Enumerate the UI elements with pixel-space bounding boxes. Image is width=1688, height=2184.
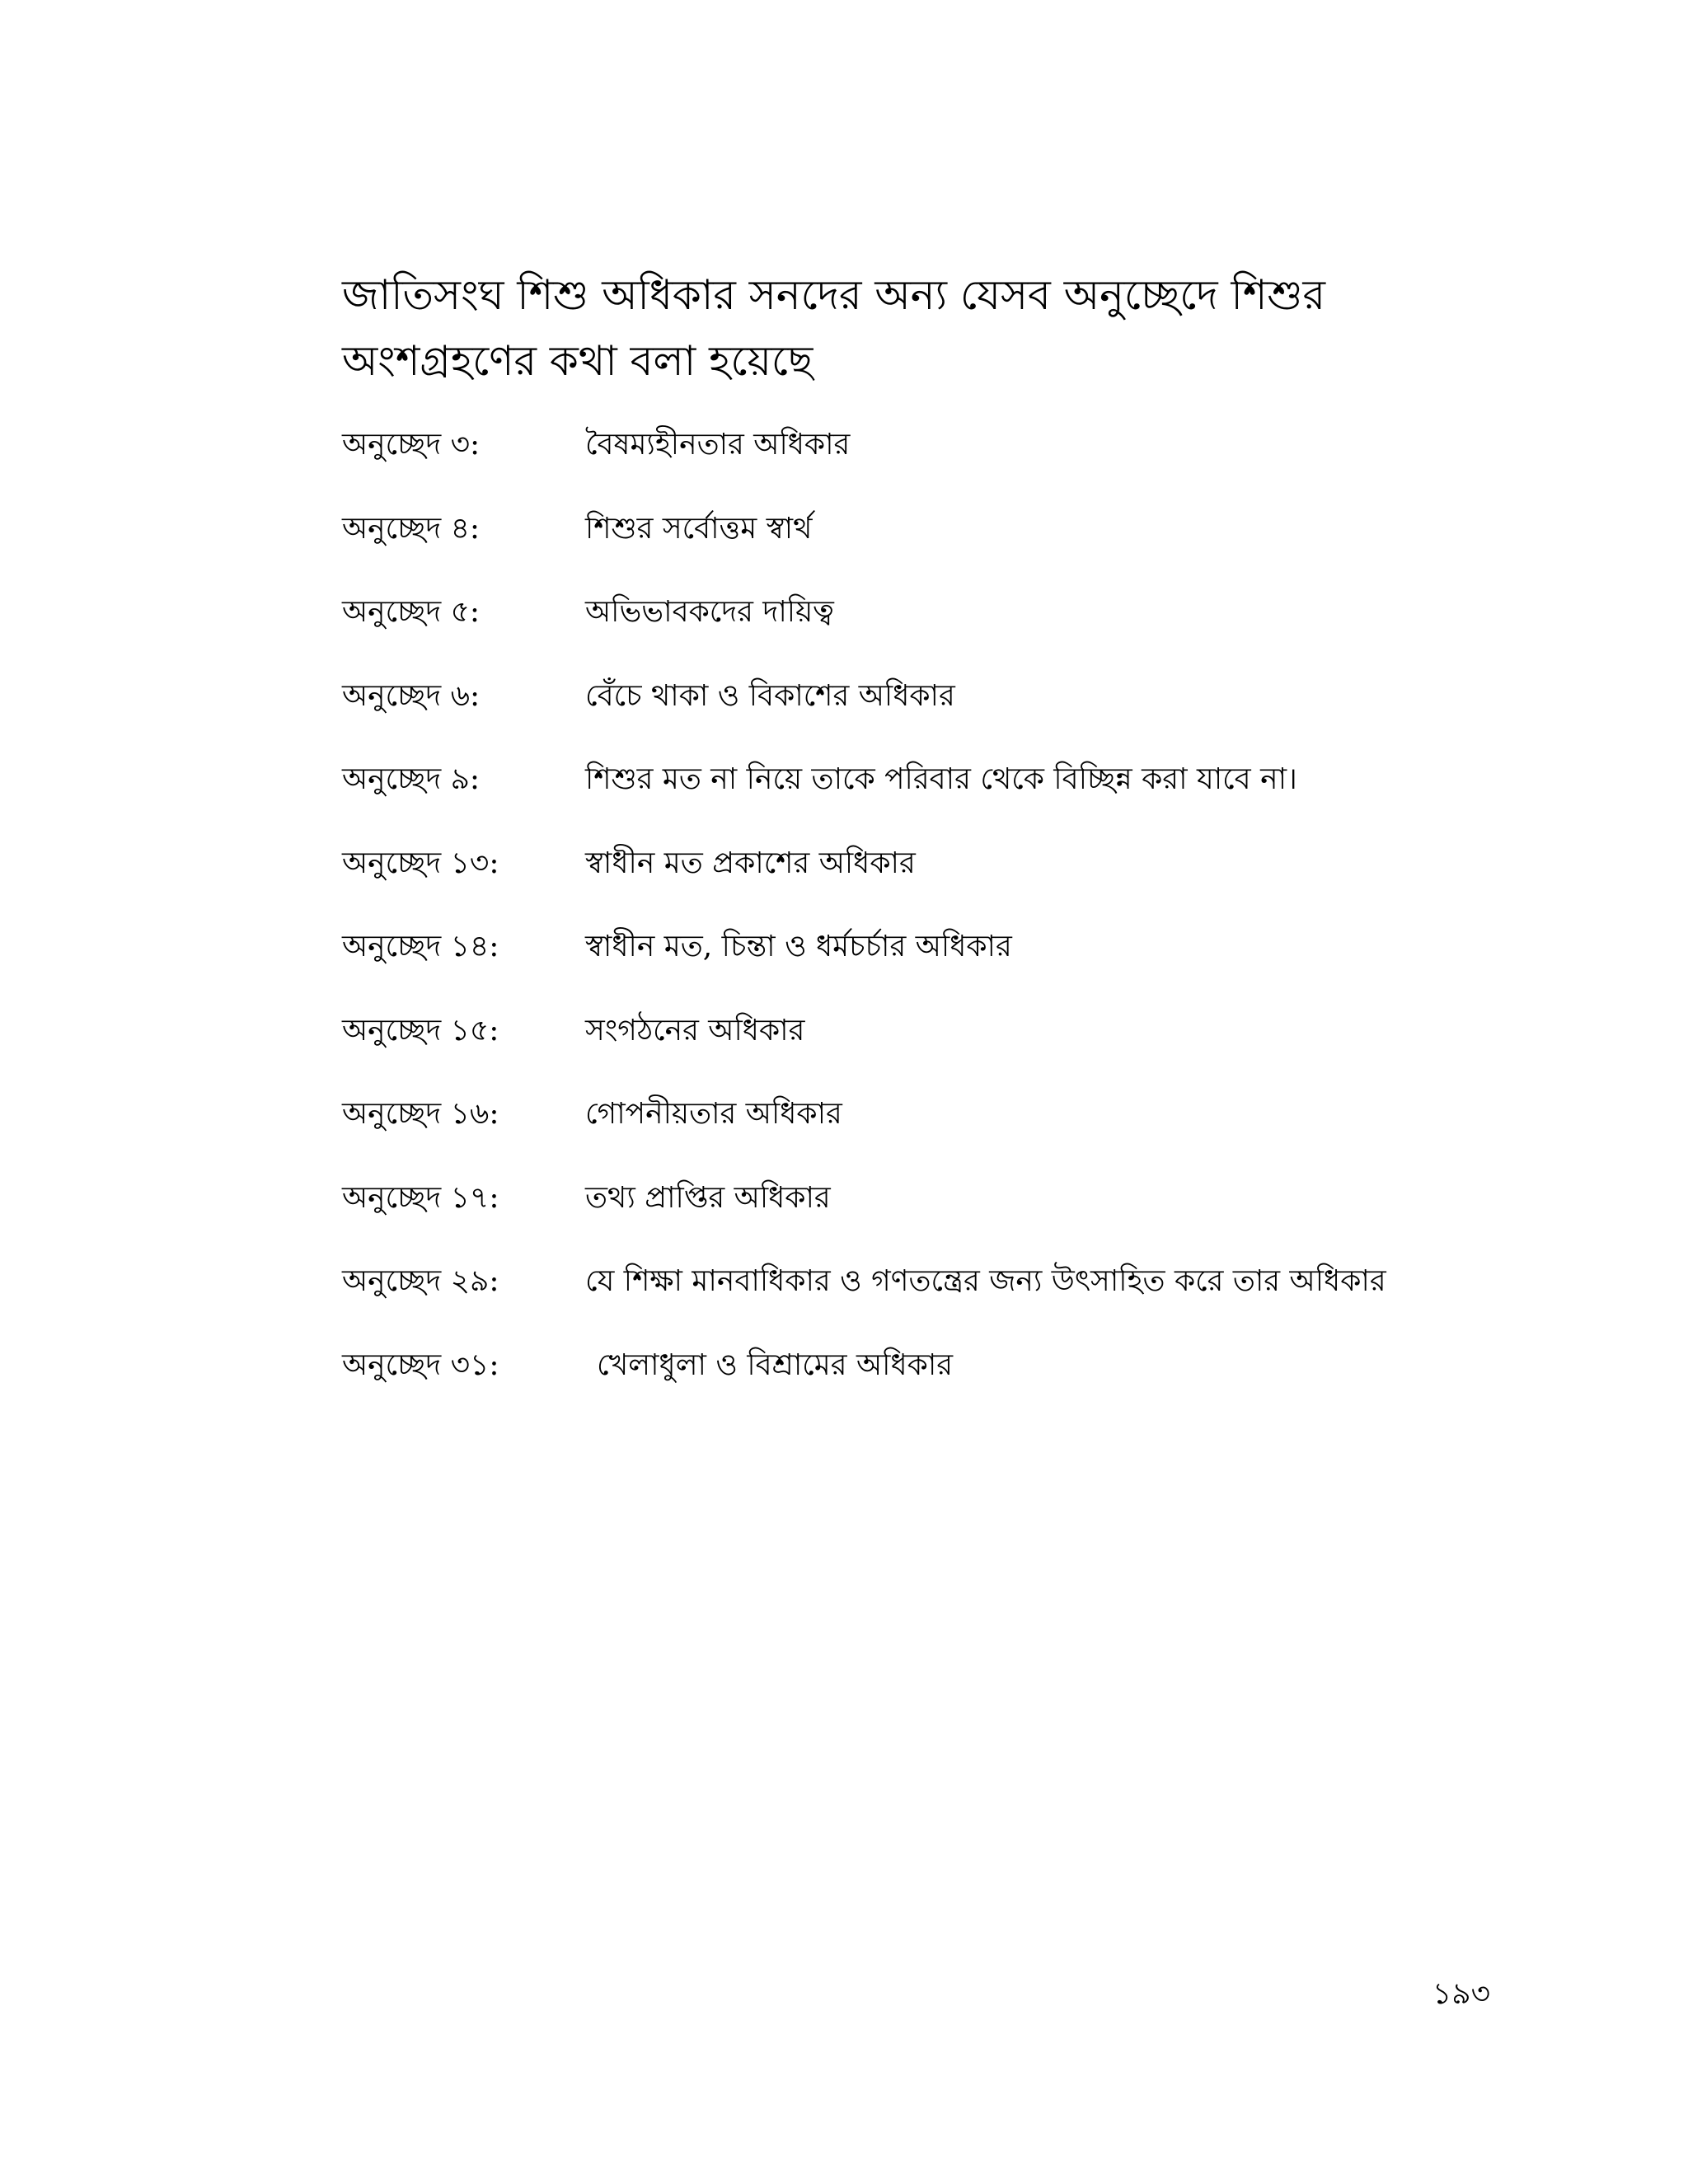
article-description: সংগঠনের অধিকার — [585, 1013, 805, 1047]
article-description: যে শিক্ষা মানবাধিকার ও গণতন্ত্রের জন্য উৎসাহিত করে তার অধিকার — [585, 1264, 1386, 1298]
article-description: স্বাধীন মত প্রকাশের অধিকার — [585, 846, 916, 880]
article-number: অনুচ্ছেদ ১৪: — [342, 930, 499, 963]
article-description: বেঁচে থাকা ও বিকাশের অধিকার — [585, 678, 955, 713]
article-number: অনুচ্ছেদ ১৭: — [342, 1180, 499, 1215]
page-number: ১৯৩ — [1432, 1977, 1490, 2011]
article-number: অনুচ্ছেদ ৩: — [342, 428, 481, 462]
list-item — [342, 757, 1578, 841]
article-description: অভিভাবকদের দায়িত্ব — [585, 595, 834, 629]
article-number: অনুচ্ছেদ ৯: — [342, 762, 481, 796]
article-number: অনুচ্ছেদ ৪: — [342, 511, 481, 546]
page-heading: জাতিসংঘ শিশু অধিকার সনদের অন্য যেসব অনুচ্ছেদে শিশুর অংশগ্রহণের কথা বলা হয়েছে — [342, 271, 1325, 385]
article-number: অনুচ্ছেদ ২৯: — [342, 1264, 499, 1298]
list-item — [342, 589, 1578, 673]
list-item — [342, 1008, 1578, 1092]
list-item — [342, 422, 1578, 506]
article-number: অনুচ্ছেদ ১৩: — [342, 846, 499, 880]
article-number: অনুচ্ছেদ ৫: — [342, 595, 481, 629]
list-item — [342, 1258, 1578, 1343]
list-item — [342, 673, 1578, 757]
article-list — [342, 422, 1578, 1426]
article-number: অনুচ্ছেদ ৬: — [342, 678, 481, 713]
article-description: খেলাধুলা ও বিশ্রামের অধিকার — [597, 1347, 954, 1382]
list-item — [342, 1091, 1578, 1175]
list-item — [342, 506, 1578, 590]
article-number: অনুচ্ছেদ ৩১: — [342, 1347, 499, 1382]
article-description: বৈষম্যহীনতার অধিকার — [585, 428, 851, 462]
list-item — [342, 841, 1578, 925]
article-description: তথ্য প্রাপ্তির অধিকার — [585, 1180, 831, 1215]
article-description: স্বাধীন মত, চিন্তা ও ধর্মচর্চার অধিকার — [585, 930, 1012, 963]
list-item — [342, 1175, 1578, 1259]
list-item — [342, 924, 1578, 1008]
article-number: অনুচ্ছেদ ১৫: — [342, 1013, 499, 1047]
list-item — [342, 1343, 1578, 1427]
article-number: অনুচ্ছেদ ১৬: — [342, 1097, 499, 1131]
article-description: শিশুর মত না নিয়ে তাকে পরিবার থেকে বিচ্ছিন্ন করা যাবে না। — [585, 762, 1297, 796]
article-description: গোপনীয়তার অধিকার — [585, 1097, 842, 1131]
article-description: শিশুর সর্বোত্তম স্বার্থ — [585, 511, 813, 546]
